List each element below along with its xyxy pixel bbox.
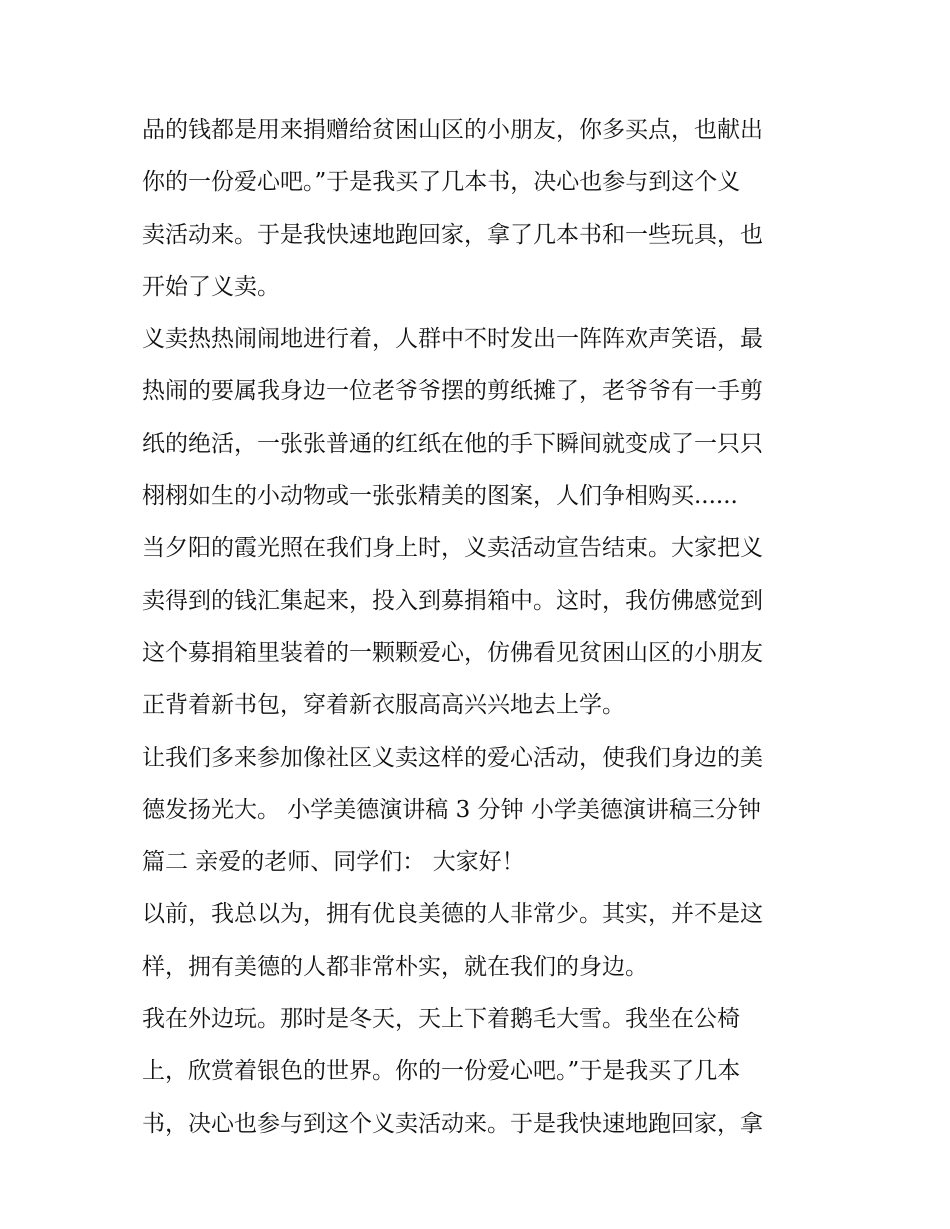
text-line: 这个募捐箱里装着的一颗颗爱心，仿佛看见贫困山区的小朋友 xyxy=(142,639,763,666)
text-line: 让我们多来参加像社区义卖这样的爱心活动，使我们身边的美 xyxy=(142,744,763,771)
text-line: 卖活动来。于是我快速地跑回家，拿了几本书和一些玩具，也 xyxy=(142,221,763,248)
body-text xyxy=(142,104,822,1150)
text-line: 以前，我总以为，拥有优良美德的人非常少。其实，并不是这 xyxy=(142,901,763,928)
text-line: 栩栩如生的小动物或一张张精美的图案，人们争相购买...... xyxy=(142,483,738,510)
text-line: 样，拥有美德的人都非常朴实，就在我们的身边。 xyxy=(142,953,648,980)
text-line: 书，决心也参与到这个义卖活动来。于是我快速地跑回家，拿 xyxy=(142,1110,763,1137)
text-line: 我在外边玩。那时是冬天，天上下着鹅毛大雪。我坐在公椅 xyxy=(142,1006,740,1033)
text-line: 德发扬光大。 小学美德演讲稿 3 分钟 小学美德演讲稿三分钟 xyxy=(142,796,761,823)
text-line: 开始了义卖。 xyxy=(142,273,280,300)
text-line: 品的钱都是用来捐赠给贫困山区的小朋友，你多买点，也献出 xyxy=(142,117,763,143)
text-line: 卖得到的钱汇集起来，投入到募捐箱中。这时，我仿佛感觉到 xyxy=(142,587,763,614)
text-line: 正背着新书包，穿着新衣服高高兴兴地去上学。 xyxy=(142,692,625,719)
text-line: 当夕阳的霞光照在我们身上时，义卖活动宣告结束。大家把义 xyxy=(142,535,763,562)
text-line: 纸的绝活，一张张普通的红纸在他的手下瞬间就变成了一只只 xyxy=(142,430,763,457)
text-line: 你的一份爱心吧。”于是我买了几本书，决心也参与到这个义 xyxy=(142,169,741,196)
text-line: 义卖热热闹闹地进行着，人群中不时发出一阵阵欢声笑语，最 xyxy=(142,326,763,353)
text-line: 上，欣赏着银色的世界。你的一份爱心吧。”于是我买了几本 xyxy=(142,1058,741,1085)
text-line: 篇二 亲爱的老师、同学们： 大家好！ xyxy=(142,849,525,876)
text-line: 热闹的要属我身边一位老爷爷摆的剪纸摊了，老爷爷有一手剪 xyxy=(142,378,763,405)
